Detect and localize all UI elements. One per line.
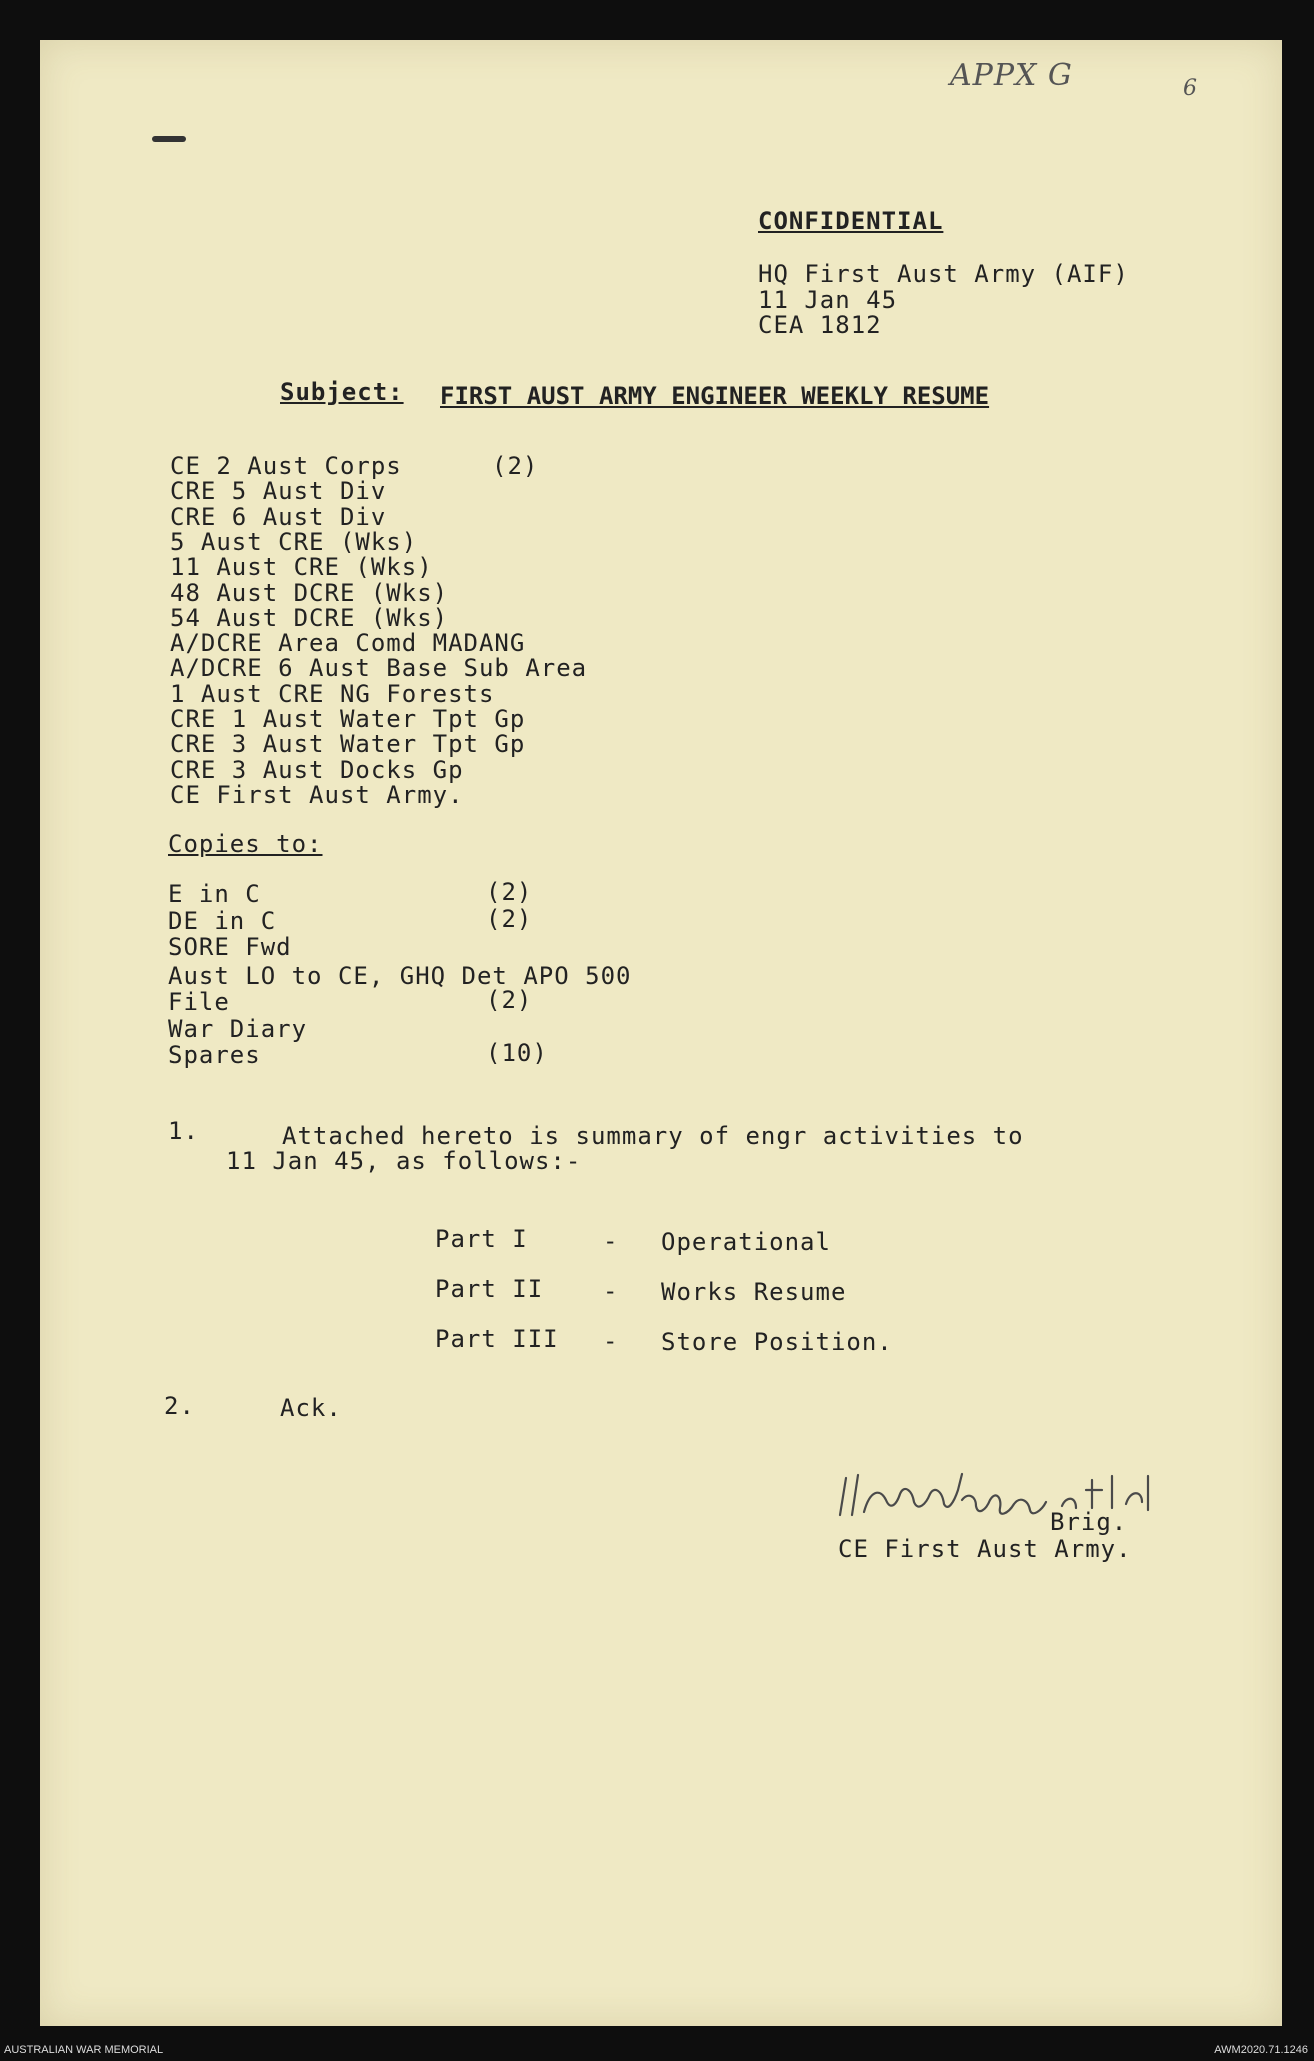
addressee-name: 48 Aust DCRE (Wks) <box>170 578 449 607</box>
signatory-title: CE First Aust Army. <box>838 1535 1132 1563</box>
copies-to-heading: Copies to: <box>168 830 323 858</box>
paragraph-1-number: 1. <box>168 1117 199 1145</box>
paragraph-2-text: Ack. <box>280 1394 342 1422</box>
addressee-name: CRE 5 Aust Div <box>170 477 387 506</box>
part-description: Operational <box>661 1228 831 1256</box>
addressee-name: CRE 3 Aust Water Tpt Gp <box>170 730 526 759</box>
subject-label: Subject: <box>280 378 404 406</box>
part-description: Store Position. <box>661 1328 893 1356</box>
addressee-name: A/DCRE Area Comd MADANG <box>170 629 526 658</box>
addressee-name: CRE 1 Aust Water Tpt Gp <box>170 705 526 733</box>
copies-to-name: SORE Fwd <box>168 933 292 961</box>
addressee-name: 1 Aust CRE NG Forests <box>170 679 495 708</box>
addressee-copies: (2) <box>492 452 539 480</box>
footer-right: AWM2020.71.1246 <box>1214 2044 1308 2056</box>
ink-mark <box>152 136 186 142</box>
part-label: Part III <box>435 1325 559 1353</box>
part-label: Part I <box>435 1225 528 1253</box>
paragraph-1-line-1: Attached hereto is summary of engr activities to <box>282 1122 1024 1150</box>
page-number-annotation: 6 <box>1183 76 1198 101</box>
classification-label: CONFIDENTIAL <box>758 207 944 235</box>
copies-to-count: (2) <box>486 878 533 906</box>
appendix-annotation: APPX G <box>950 58 1073 93</box>
copies-to-count: (10) <box>486 1039 548 1067</box>
copies-to-name: War Diary <box>168 1015 308 1043</box>
addressee-name: 11 Aust CRE (Wks) <box>170 553 433 582</box>
part-dash: - <box>603 1227 619 1255</box>
copies-to-name: Aust LO to CE, GHQ Det APO 500 <box>168 962 632 990</box>
addressee-name: CRE 6 Aust Div <box>170 502 387 531</box>
part-description: Works Resume <box>661 1278 847 1306</box>
paragraph-1-line-2: 11 Jan 45, as follows:- <box>226 1147 582 1175</box>
hq-line: HQ First Aust Army (AIF) <box>758 260 1129 288</box>
copies-to-name: E in C <box>168 880 261 908</box>
addressee-name: 5 Aust CRE (Wks) <box>170 527 418 556</box>
part-label: Part II <box>435 1275 544 1303</box>
copies-to-name: Spares <box>168 1041 261 1069</box>
reference-line: CEA 1812 <box>758 311 882 339</box>
addressee-name: CE 2 Aust Corps <box>170 452 402 480</box>
paragraph-2-number: 2. <box>164 1392 195 1420</box>
addressee-name: A/DCRE 6 Aust Base Sub Area <box>170 654 588 683</box>
addressee-name: CE First Aust Army. <box>170 780 464 809</box>
date-line: 11 Jan 45 <box>758 286 898 314</box>
signatory-rank: Brig. <box>1050 1508 1128 1536</box>
copies-to-name: DE in C <box>168 907 277 935</box>
part-dash: - <box>603 1327 619 1355</box>
part-dash: - <box>603 1277 619 1305</box>
footer-left: AUSTRALIAN WAR MEMORIAL <box>4 2044 164 2056</box>
copies-to-count: (2) <box>486 905 533 933</box>
addressee-name: 54 Aust DCRE (Wks) <box>170 603 449 632</box>
addressee-name: CRE 3 Aust Docks Gp <box>170 755 464 784</box>
subject-title: FIRST AUST ARMY ENGINEER WEEKLY RESUME <box>440 382 990 410</box>
handwritten-signature <box>830 1460 1210 1540</box>
copies-to-name: File <box>168 988 230 1016</box>
copies-to-count: (2) <box>486 986 533 1014</box>
